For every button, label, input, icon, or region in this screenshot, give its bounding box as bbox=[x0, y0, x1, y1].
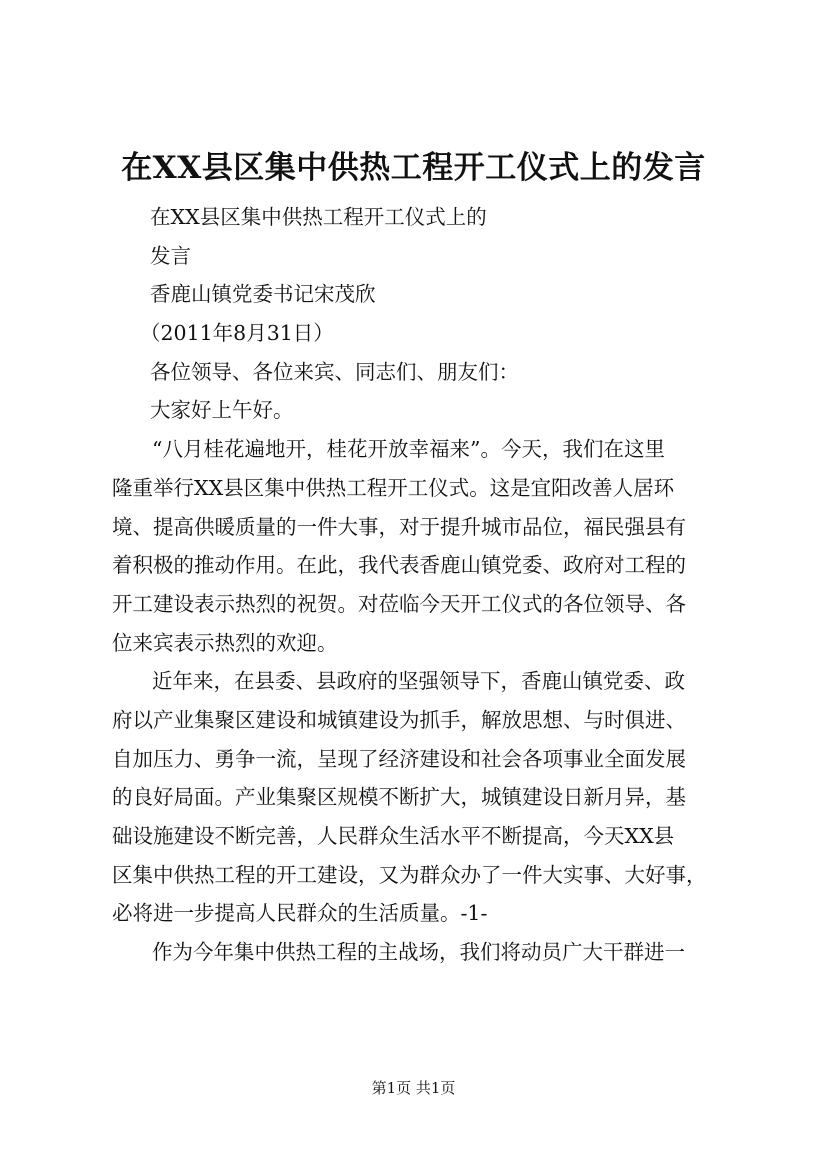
text-line: 位来宾表示热烈的欢迎。 bbox=[112, 630, 338, 655]
text-line: 在XX县区集中供热工程开工仪式上的 bbox=[150, 205, 487, 229]
text-line: 大家好上午好。 bbox=[150, 398, 294, 423]
text-line: 各位领导、各位来宾、同志们、朋友们： bbox=[150, 359, 519, 384]
text-line: 的良好局面。产业集聚区规模不断扩大，城镇建设日新月异，基 bbox=[112, 785, 686, 810]
text-line: 自加压力、勇争一流，呈现了经济建设和社会各项事业全面发展 bbox=[112, 746, 686, 771]
text-line: 隆重举行XX县区集中供热工程开工仪式。这是宜阳改善人居环 bbox=[112, 475, 675, 500]
text-line: 开工建设表示热烈的祝贺。对莅临今天开工仪式的各位领导、各 bbox=[112, 591, 686, 616]
text-line: 作为今年集中供热工程的主战场，我们将动员广大干群进一 bbox=[152, 940, 685, 965]
text-line: （2011年8月31日） bbox=[140, 321, 334, 346]
text-line: 府以产业集聚区建设和城镇建设为抓手，解放思想、与时俱进、 bbox=[112, 707, 686, 732]
document-title: 在XX县区集中供热工程开工仪式上的发言 bbox=[121, 150, 706, 186]
text-line: 必将进一步提高人民群众的生活质量。-1- bbox=[112, 901, 488, 926]
text-line: 境、提高供暖质量的一件大事，对于提升城市品位，福民强县有 bbox=[112, 514, 686, 539]
text-line: 础设施建设不断完善，人民群众生活水平不断提高，今天XX县 bbox=[112, 824, 675, 848]
text-line: “八月桂花遍地开，桂花开放幸福来”。今天，我们在这里 bbox=[152, 437, 665, 462]
text-line: 着积极的推动作用。在此，我代表香鹿山镇党委、政府对工程的 bbox=[112, 553, 686, 578]
text-line: 近年来，在县委、县政府的坚强领导下，香鹿山镇党委、政 bbox=[152, 669, 685, 694]
text-line: 香鹿山镇党委书记宋茂欣 bbox=[150, 282, 376, 307]
page-footer: 第1页 共1页 bbox=[371, 1079, 456, 1097]
text-line: 发言 bbox=[150, 243, 191, 268]
document-body bbox=[112, 198, 740, 972]
text-line: 区集中供热工程的开工建设，又为群众办了一件大实事、大好事， bbox=[112, 862, 707, 887]
